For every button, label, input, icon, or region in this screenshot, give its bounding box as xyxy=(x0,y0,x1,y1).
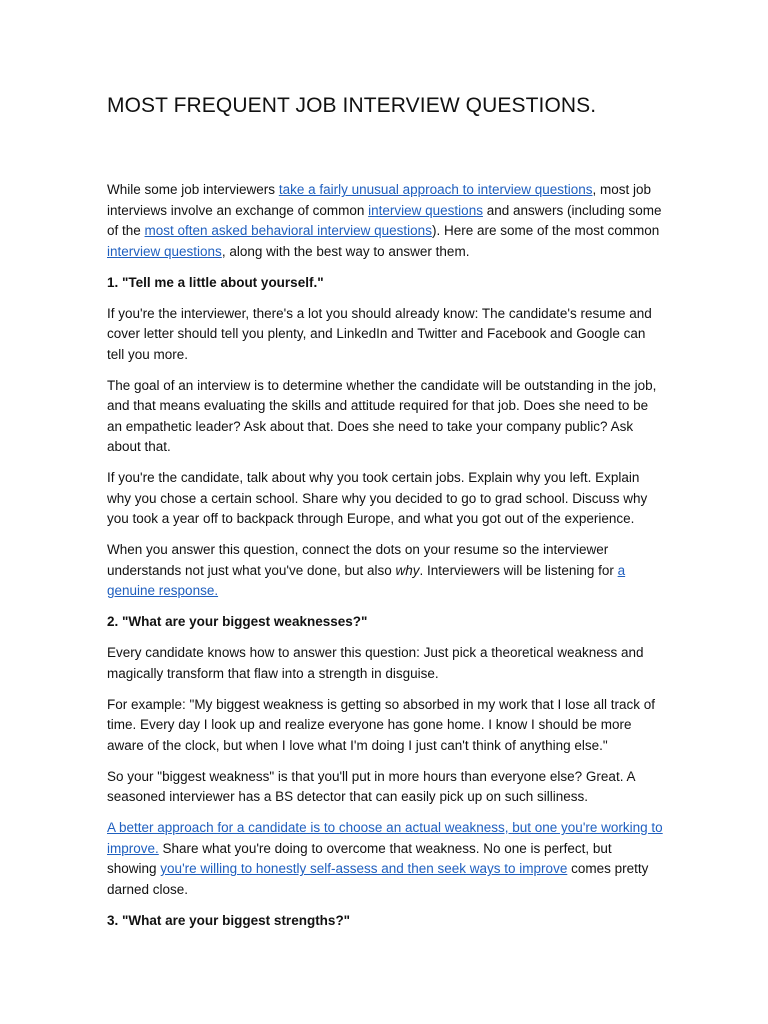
q1-text: . Interviewers will be listening for xyxy=(419,562,618,578)
intro-paragraph xyxy=(107,180,663,262)
link-behavioral-questions[interactable]: most often asked behavioral interview questions xyxy=(144,223,432,238)
q2-paragraph-3: So your "biggest weakness" is that you'll put in more hours than everyone else? Great. A seasoned interviewer has a BS detector that can easily pick up on such silliness. xyxy=(107,768,635,804)
link-genuine-response[interactable]: a genuine response. xyxy=(107,562,626,598)
link-self-assess[interactable]: you're willing to honestly self-assess and then seek ways to improve xyxy=(160,861,568,876)
question-1-heading: 1. "Tell me a little about yourself." xyxy=(107,274,324,290)
q1-paragraph-3: If you're the candidate, talk about why you took certain jobs. Explain why you left. Explain why you chose a certain school. Share why you decided to go to grad school. Discuss why you took a year off to backpack through Europe, and what you got out of the experience. xyxy=(107,470,648,526)
question-2-heading: 2. "What are your biggest weaknesses?" xyxy=(107,614,368,629)
q1-text: When you answer this question, connect the dots on your resume so the interviewer understands not just what you've done, but also xyxy=(107,542,609,578)
intro-text: and answers (including some of the xyxy=(107,202,662,238)
q2-text: Share what you're doing to overcome that weakness. No one is perfect, but showing xyxy=(107,840,612,876)
q2-text: comes pretty darned close. xyxy=(107,861,649,897)
q1-paragraph-2: The goal of an interview is to determine whether the candidate will be outstanding in the job, and that means evaluating the skills and attitude required for that job. Does she need to be an empathetic leader? Ask about that. Does she need to take your company public? Ask about that. xyxy=(107,377,657,454)
q1-paragraph-1: If you're the interviewer, there's a lot you should already know: The candidate's resume and cover letter should tell you plenty, and LinkedIn and Twitter and Facebook and Google can tell you more. xyxy=(107,305,652,362)
link-interview-questions[interactable]: interview questions xyxy=(368,202,483,218)
intro-text: , most job interviews involve an exchange of common xyxy=(107,182,652,218)
intro-text: While some job interviewers xyxy=(107,182,279,197)
question-3-heading: 3. "What are your biggest strengths?" xyxy=(107,912,351,928)
link-common-questions[interactable]: interview questions xyxy=(107,243,222,259)
q1-paragraph-4 xyxy=(107,540,663,602)
link-unusual-approach[interactable]: take a fairly unusual approach to interview questions xyxy=(278,182,593,197)
page-title: MOST FREQUENT JOB INTERVIEW QUESTIONS. xyxy=(107,94,597,117)
intro-text: , along with the best way to answer them. xyxy=(221,243,470,259)
q2-paragraph-4 xyxy=(107,818,663,900)
q1-emphasis: why xyxy=(395,562,420,578)
document-body xyxy=(107,180,663,942)
intro-text: ). Here are some of the most common xyxy=(431,223,660,238)
q2-paragraph-1: Every candidate knows how to answer this question: Just pick a theoretical weakness and magically transform that flaw into a strength in disguise. xyxy=(107,645,644,681)
q2-paragraph-2: For example: "My biggest weakness is getting so absorbed in my work that I lose all track of time. Every day I look up and realize everyone has gone home. I know I should be more aware of the clock, but when I love what I'm doing I just can't think of anything else." xyxy=(107,696,656,753)
link-better-approach[interactable]: A better approach for a candidate is to choose an actual weakness, but one you're working to improve. xyxy=(107,820,663,856)
